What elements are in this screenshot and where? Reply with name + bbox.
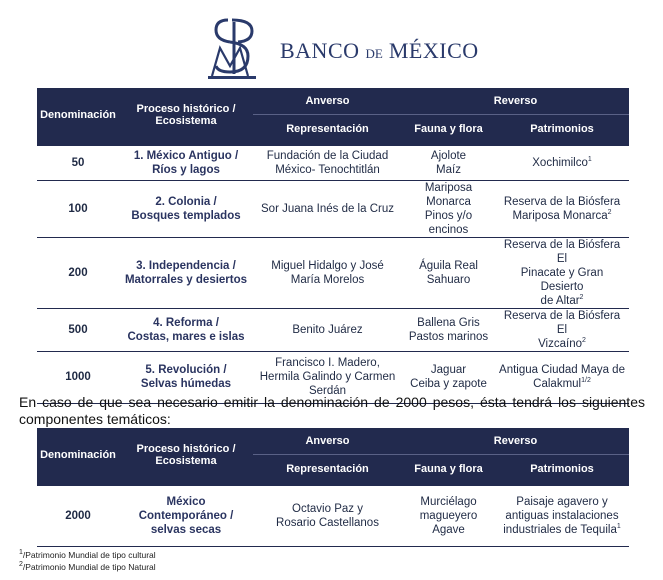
cell-fauna: Mariposa Monarca Pinos y/o encinos — [402, 180, 495, 237]
header-reverso: Reverso — [402, 88, 629, 114]
cell-representacion: Miguel Hidalgo y José María Morelos — [253, 237, 402, 308]
header-fauna: Fauna y flora — [402, 454, 495, 484]
header-denominacion: Denominación — [37, 88, 119, 144]
cell-fauna: Jaguar Ceiba y zapote — [402, 351, 495, 403]
denomination-2000-table — [37, 428, 629, 547]
cell-patrimonios: Reserva de la Biósfera El Vizcaíno$^2$ — [495, 308, 629, 351]
banxico-monogram-icon — [208, 14, 270, 80]
header-patrimonios: Patrimonios — [495, 114, 629, 144]
header-representacion: Representación — [253, 114, 402, 144]
logo-wordmark: BANCO DE MÉXICO — [280, 38, 479, 63]
cell-fauna: Ajolote Maíz — [402, 144, 495, 180]
table-row — [37, 144, 629, 180]
cell-denominacion: 500 — [37, 308, 119, 351]
cell-proceso: México Contemporáneo / selvas secas — [119, 484, 253, 546]
cell-patrimonios: Reserva de la Biósfera Mariposa Monarca$^2$ — [495, 180, 629, 237]
cell-representacion: Sor Juana Inés de la Cruz — [253, 180, 402, 237]
cell-proceso: 1. México Antiguo / Ríos y lagos — [119, 144, 253, 180]
cell-proceso: 2. Colonia / Bosques templados — [119, 180, 253, 237]
header-fauna: Fauna y flora — [402, 114, 495, 144]
header-denominacion: Denominación — [37, 428, 119, 484]
cell-representacion: Fundación de la Ciudad México- Tenochtitlán — [253, 144, 402, 180]
cell-patrimonios: Reserva de la Biósfera El Pinacate y Gran Desierto de Altar$^2$ — [495, 237, 629, 308]
cell-proceso: 4. Reforma / Costas, mares e islas — [119, 308, 253, 351]
cell-patrimonios: Xochimilco$^1$ — [495, 144, 629, 180]
footnote: $^1$/Patrimonio Mundial de tipo cultural — [19, 549, 156, 560]
cell-denominacion: 200 — [37, 237, 119, 308]
paragraph-2000-note: En caso de que sea necesario emitir la denominación de 2000 pesos, ésta tendrá los siguientes componentes temáticos: — [19, 394, 645, 427]
header-reverso: Reverso — [402, 428, 629, 454]
cell-proceso: 3. Independencia / Matorrales y desiertos — [119, 237, 253, 308]
table-row — [37, 237, 629, 308]
banknote-series-table — [37, 88, 629, 404]
table-row — [37, 180, 629, 237]
banco-de-mexico-logo — [208, 14, 479, 80]
header-representacion: Representación — [253, 454, 402, 484]
cell-patrimonios: Antigua Ciudad Maya de Calakmul$^{1/2}$ — [495, 351, 629, 403]
header-anverso: Anverso — [253, 428, 402, 454]
cell-denominacion: 1000 — [37, 351, 119, 403]
header-patrimonios: Patrimonios — [495, 454, 629, 484]
cell-denominacion: 50 — [37, 144, 119, 180]
cell-patrimonios: Paisaje agavero y antiguas instalaciones industriales de Tequila$^1$ — [495, 484, 629, 546]
cell-representacion: Benito Juárez — [253, 308, 402, 351]
cell-representacion: Francisco I. Madero, Hermila Galindo y Carmen Serdán — [253, 351, 402, 403]
table-row — [37, 308, 629, 351]
cell-fauna: Águila Real Sahuaro — [402, 237, 495, 308]
cell-fauna: Ballena Gris Pastos marinos — [402, 308, 495, 351]
table-row — [37, 484, 629, 546]
cell-denominacion: 2000 — [37, 484, 119, 546]
header-anverso: Anverso — [253, 88, 402, 114]
cell-representacion: Octavio Paz y Rosario Castellanos — [253, 484, 402, 546]
header-proceso: Proceso histórico / Ecosistema — [119, 428, 253, 484]
cell-fauna: Murciélago magueyero Agave — [402, 484, 495, 546]
cell-proceso: 5. Revolución / Selvas húmedas — [119, 351, 253, 403]
footnote: $^2$/Patrimonio Mundial de tipo Natural — [19, 561, 156, 572]
cell-denominacion: 100 — [37, 180, 119, 237]
header-proceso: Proceso histórico / Ecosistema — [119, 88, 253, 144]
footnotes — [19, 549, 156, 573]
